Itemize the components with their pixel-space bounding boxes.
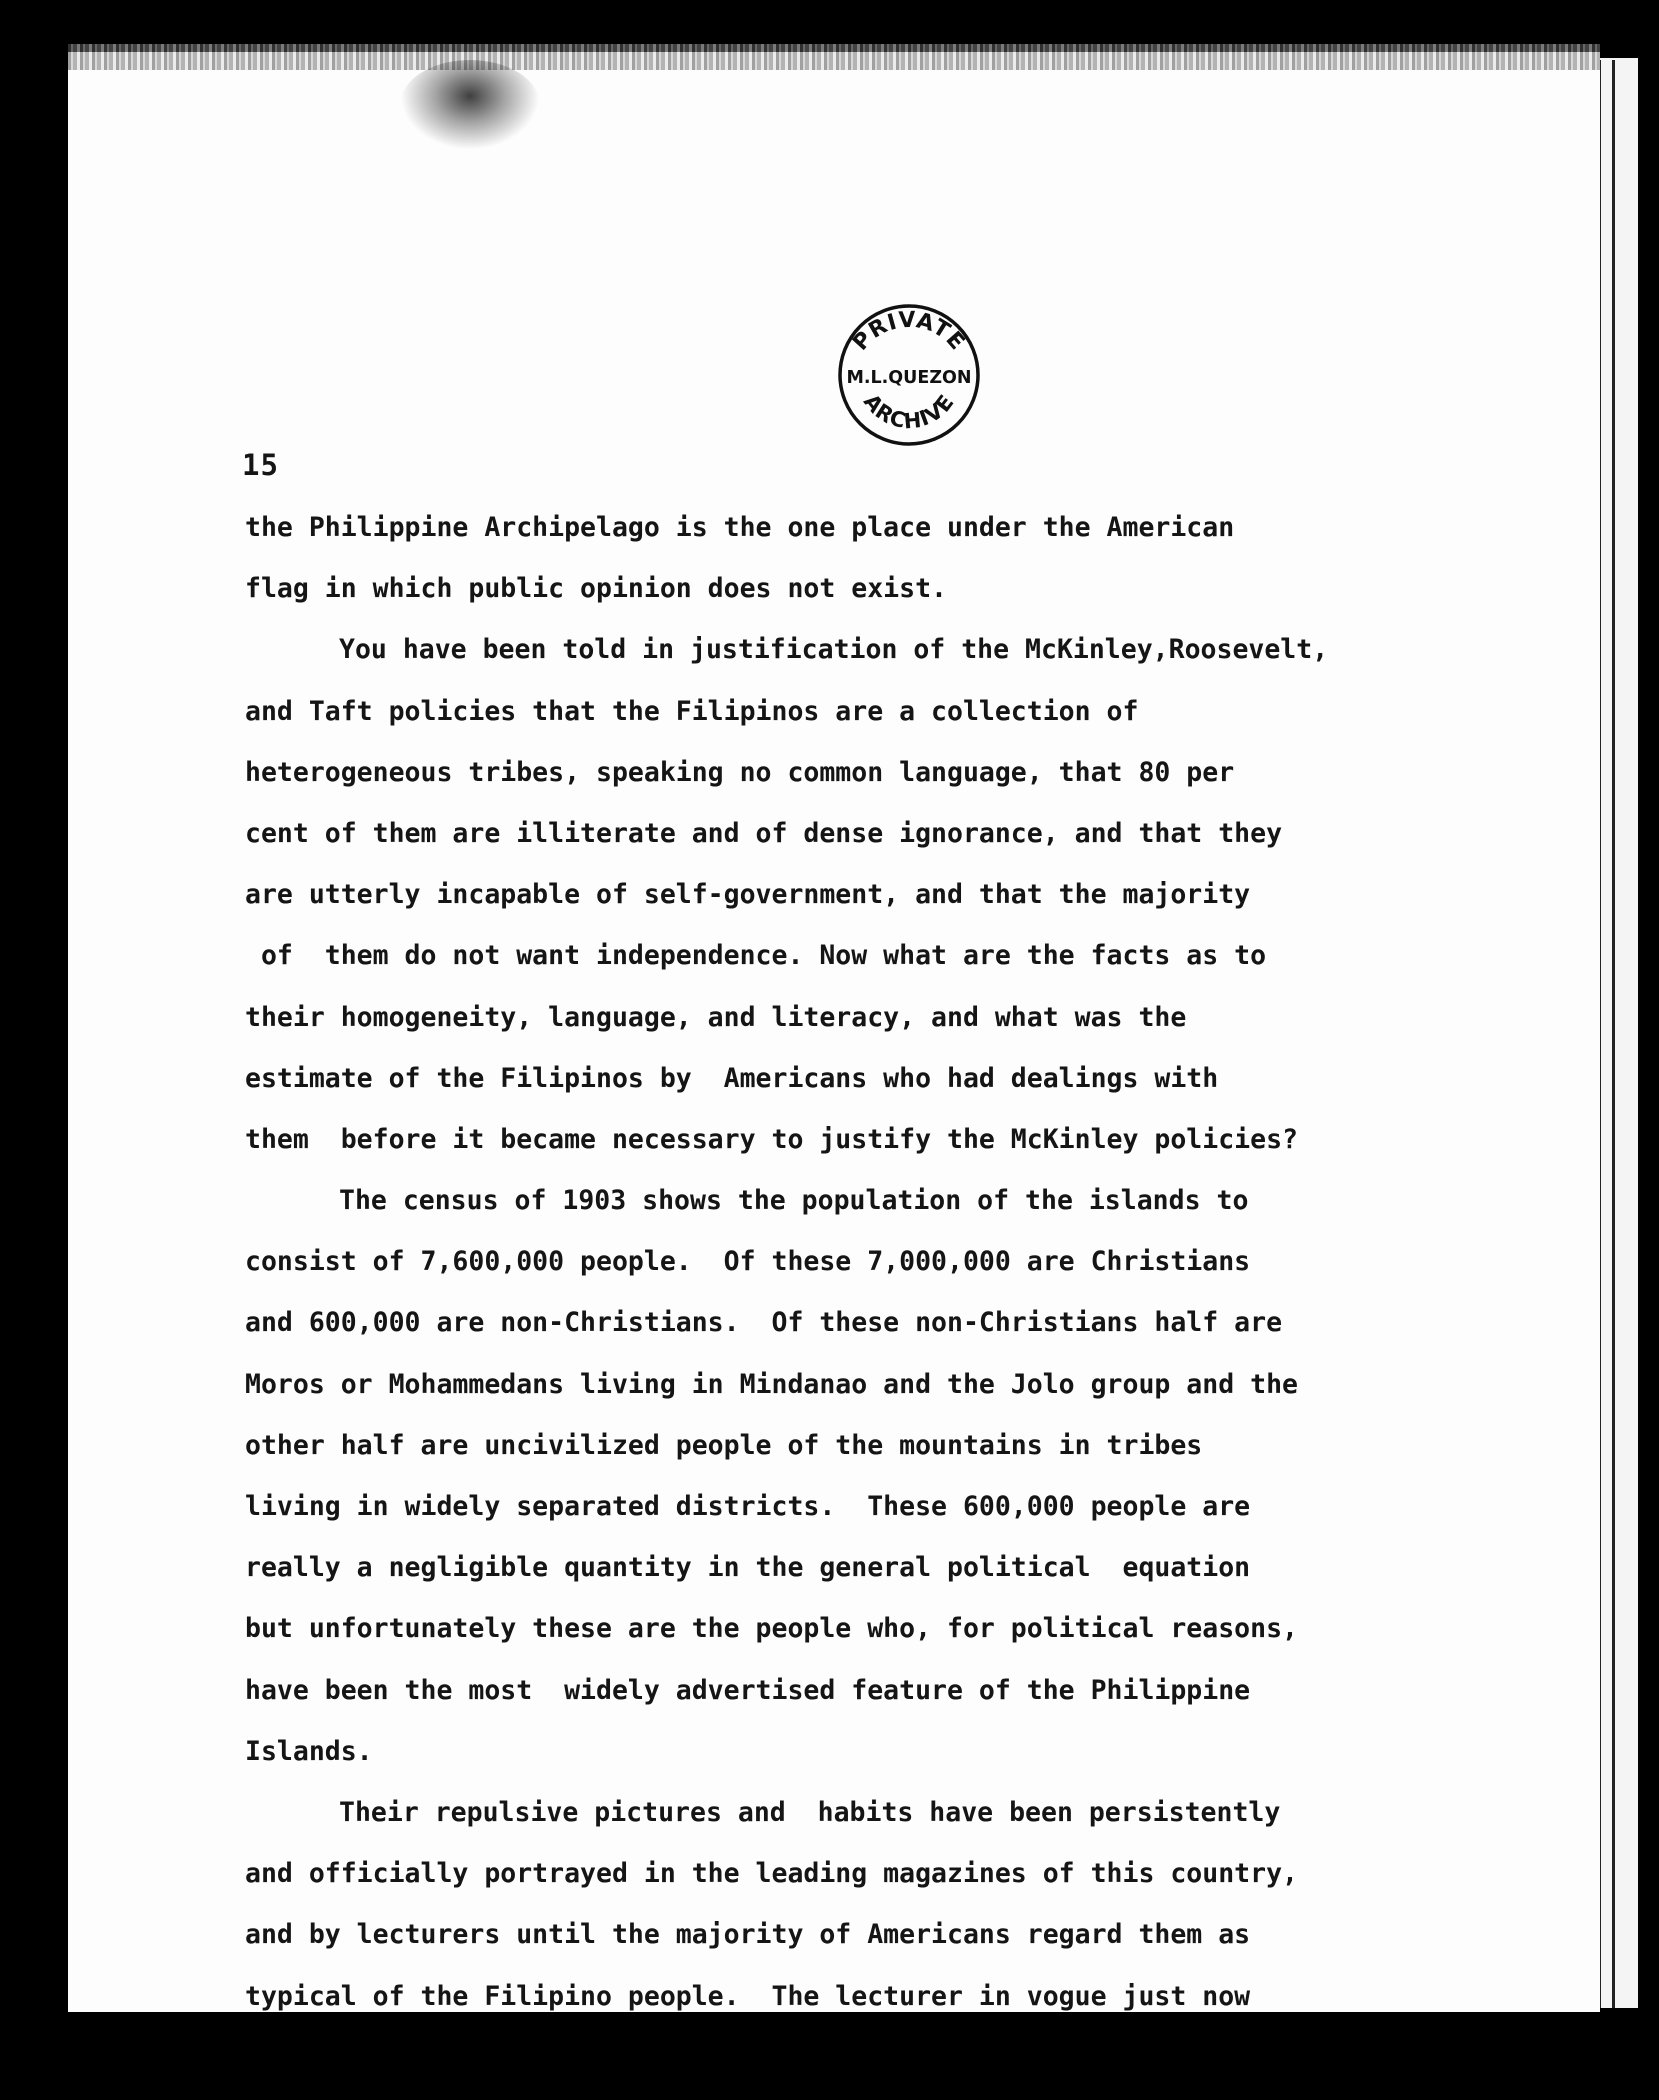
text-line: have been the most widely advertised feature of the Philippine bbox=[245, 1674, 1251, 1706]
text-line: estimate of the Filipinos by Americans who had dealings with bbox=[245, 1062, 1219, 1094]
text-line: consist of 7,600,000 people. Of these 7,000,000 are Christians bbox=[245, 1246, 1251, 1278]
text-line: and 600,000 are non-Christians. Of these non-Christians half are bbox=[245, 1307, 1283, 1339]
underlying-page-edge bbox=[1612, 60, 1615, 2008]
text-line: typical of the Filipino people. The lecturer in vogue just now bbox=[245, 1980, 1251, 2012]
text-line: heterogeneous tribes, speaking no common language, that 80 per bbox=[245, 756, 1235, 788]
stamp-top-text: PRIVATE bbox=[848, 307, 970, 356]
text-line: You have been told in justification of the McKinley,Roosevelt, bbox=[339, 634, 1329, 666]
text-line: and officially portrayed in the leading magazines of this country, bbox=[245, 1858, 1298, 1890]
text-line: flag in which public opinion does not exist. bbox=[245, 573, 947, 605]
text-line: of them do not want independence. Now what are the facts as to bbox=[245, 940, 1267, 972]
archive-stamp bbox=[836, 302, 982, 448]
text-line: them before it became necessary to justify the McKinley policies? bbox=[245, 1123, 1298, 1155]
text-line: and by lecturers until the majority of Americans regard them as bbox=[245, 1919, 1251, 1951]
text-line: really a negligible quantity in the general political equation bbox=[245, 1552, 1251, 1584]
text-line: The census of 1903 shows the population of the islands to bbox=[339, 1185, 1249, 1217]
text-line: their homogeneity, language, and literacy, and what was the bbox=[245, 1001, 1187, 1033]
text-line: the Philippine Archipelago is the one place under the American bbox=[245, 512, 1235, 543]
text-line: other half are uncivilized people of the mountains in tribes bbox=[245, 1429, 1203, 1461]
text-line: cent of them are illiterate and of dense ignorance, and that they bbox=[245, 817, 1283, 849]
ink-smudge bbox=[400, 60, 540, 150]
text-line: are utterly incapable of self-government, and that the majority bbox=[245, 879, 1251, 911]
page-number: 15 bbox=[242, 448, 279, 482]
text-line: living in widely separated districts. These 600,000 people are bbox=[245, 1491, 1251, 1522]
text-line: Islands. bbox=[245, 1735, 373, 1767]
text-line: Moros or Mohammedans living in Mindanao and the Jolo group and the bbox=[245, 1368, 1298, 1400]
stamp-center-text: M.L.QUEZON bbox=[846, 368, 972, 388]
text-line: and Taft policies that the Filipinos are a collection of bbox=[245, 695, 1139, 727]
text-line: Their repulsive pictures and habits have been persistently bbox=[339, 1796, 1281, 1828]
page-top-edge bbox=[68, 44, 1600, 70]
text-line: but unfortunately these are the people who, for political reasons, bbox=[245, 1613, 1298, 1645]
typed-body-text bbox=[245, 497, 1485, 2027]
stamp-bottom-text: ARCHIVE bbox=[858, 389, 960, 434]
